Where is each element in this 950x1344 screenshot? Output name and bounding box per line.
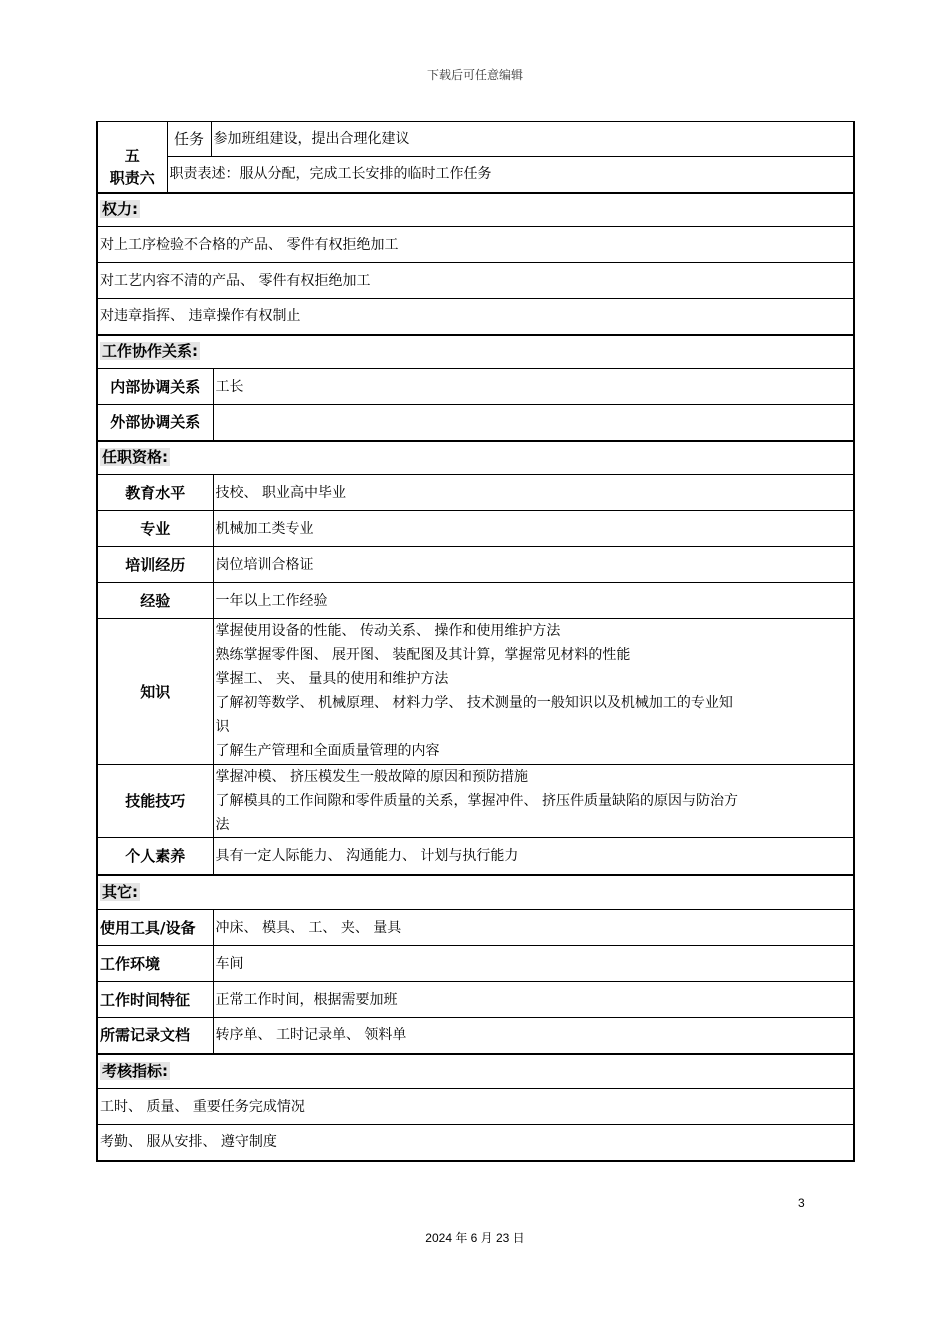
knowledge-line: 了解初等数学、 机械原理、 材料力学、 技术测量的一般知识以及机械加工的专业知 [215, 695, 733, 711]
assessment-heading: 考核指标: [97, 1054, 854, 1089]
knowledge-value [213, 619, 854, 765]
other-value: 转序单、 工时记录单、 领料单 [213, 1018, 854, 1054]
qualification-label: 经验 [97, 583, 213, 619]
qualification-value: 技校、 职业高中毕业 [213, 475, 854, 511]
internal-coordination-label: 内部协调关系 [97, 369, 213, 405]
qualification-heading: 任职资格: [97, 441, 854, 475]
qualification-label: 培训经历 [97, 547, 213, 583]
skill-value [213, 765, 854, 838]
other-value: 冲床、 模具、 工、 夹、 量具 [213, 910, 854, 946]
knowledge-label: 知识 [97, 619, 213, 765]
personal-quality-value: 具有一定人际能力、 沟通能力、 计划与执行能力 [213, 838, 854, 875]
qualification-label: 专业 [97, 511, 213, 547]
external-coordination-label: 外部协调关系 [97, 405, 213, 441]
task-text: 参加班组建设，提出合理化建议 [211, 122, 854, 157]
qualification-label: 教育水平 [97, 475, 213, 511]
skill-line: 法 [215, 817, 230, 833]
knowledge-line: 熟练掌握零件图、 展开图、 装配图及其计算，掌握常见材料的性能 [215, 647, 631, 663]
assessment-item: 考勤、 服从安排、 遵守制度 [97, 1125, 854, 1161]
header-note: 下载后可任意编辑 [426, 68, 523, 82]
external-coordination-value [213, 405, 854, 441]
authority-item: 对违章指挥、 违章操作有权制止 [97, 299, 854, 335]
other-value: 车间 [213, 946, 854, 982]
authority-heading: 权力: [97, 193, 854, 227]
authority-item: 对上工序检验不合格的产品、 零件有权拒绝加工 [97, 227, 854, 263]
skill-line: 掌握冲模、 挤压模发生一般故障的原因和预防措施 [215, 769, 528, 785]
other-label: 工作时间特征 [97, 982, 213, 1018]
cooperation-heading: 工作协作关系: [97, 335, 854, 369]
knowledge-line: 掌握工、 夹、 量具的使用和维护方法 [215, 671, 449, 687]
knowledge-line: 识 [215, 719, 230, 735]
page-number: 3 [798, 1196, 805, 1210]
other-label: 工作环境 [97, 946, 213, 982]
skill-line: 了解模具的工作间隙和零件质量的关系，掌握冲件、 挤压件质量缺陷的原因与防治方 [215, 793, 738, 809]
internal-coordination-value: 工长 [213, 369, 854, 405]
qualification-value: 一年以上工作经验 [213, 583, 854, 619]
other-value: 正常工作时间，根据需要加班 [213, 982, 854, 1018]
duty-description: 职责表述：服从分配，完成工长安排的临时工作任务 [167, 157, 854, 193]
assessment-item: 工时、 质量、 重要任务完成情况 [97, 1089, 854, 1125]
duty-six-label: 五 职责六 [97, 122, 167, 193]
skill-label: 技能技巧 [97, 765, 213, 838]
qualification-value: 机械加工类专业 [213, 511, 854, 547]
knowledge-line: 了解生产管理和全面质量管理的内容 [215, 743, 440, 759]
authority-item: 对工艺内容不清的产品、 零件有权拒绝加工 [97, 263, 854, 299]
personal-quality-label: 个人素养 [97, 838, 213, 875]
other-label: 所需记录文档 [97, 1018, 213, 1054]
task-label: 任务 [167, 122, 211, 157]
knowledge-line: 掌握使用设备的性能、 传动关系、 操作和使用维护方法 [215, 623, 561, 639]
other-heading: 其它: [97, 875, 854, 910]
qualification-value: 岗位培训合格证 [213, 547, 854, 583]
footer-date: 2024 年 6 月 23 日 [425, 1231, 525, 1245]
job-description-table [96, 121, 853, 1162]
other-label: 使用工具/设备 [97, 910, 213, 946]
